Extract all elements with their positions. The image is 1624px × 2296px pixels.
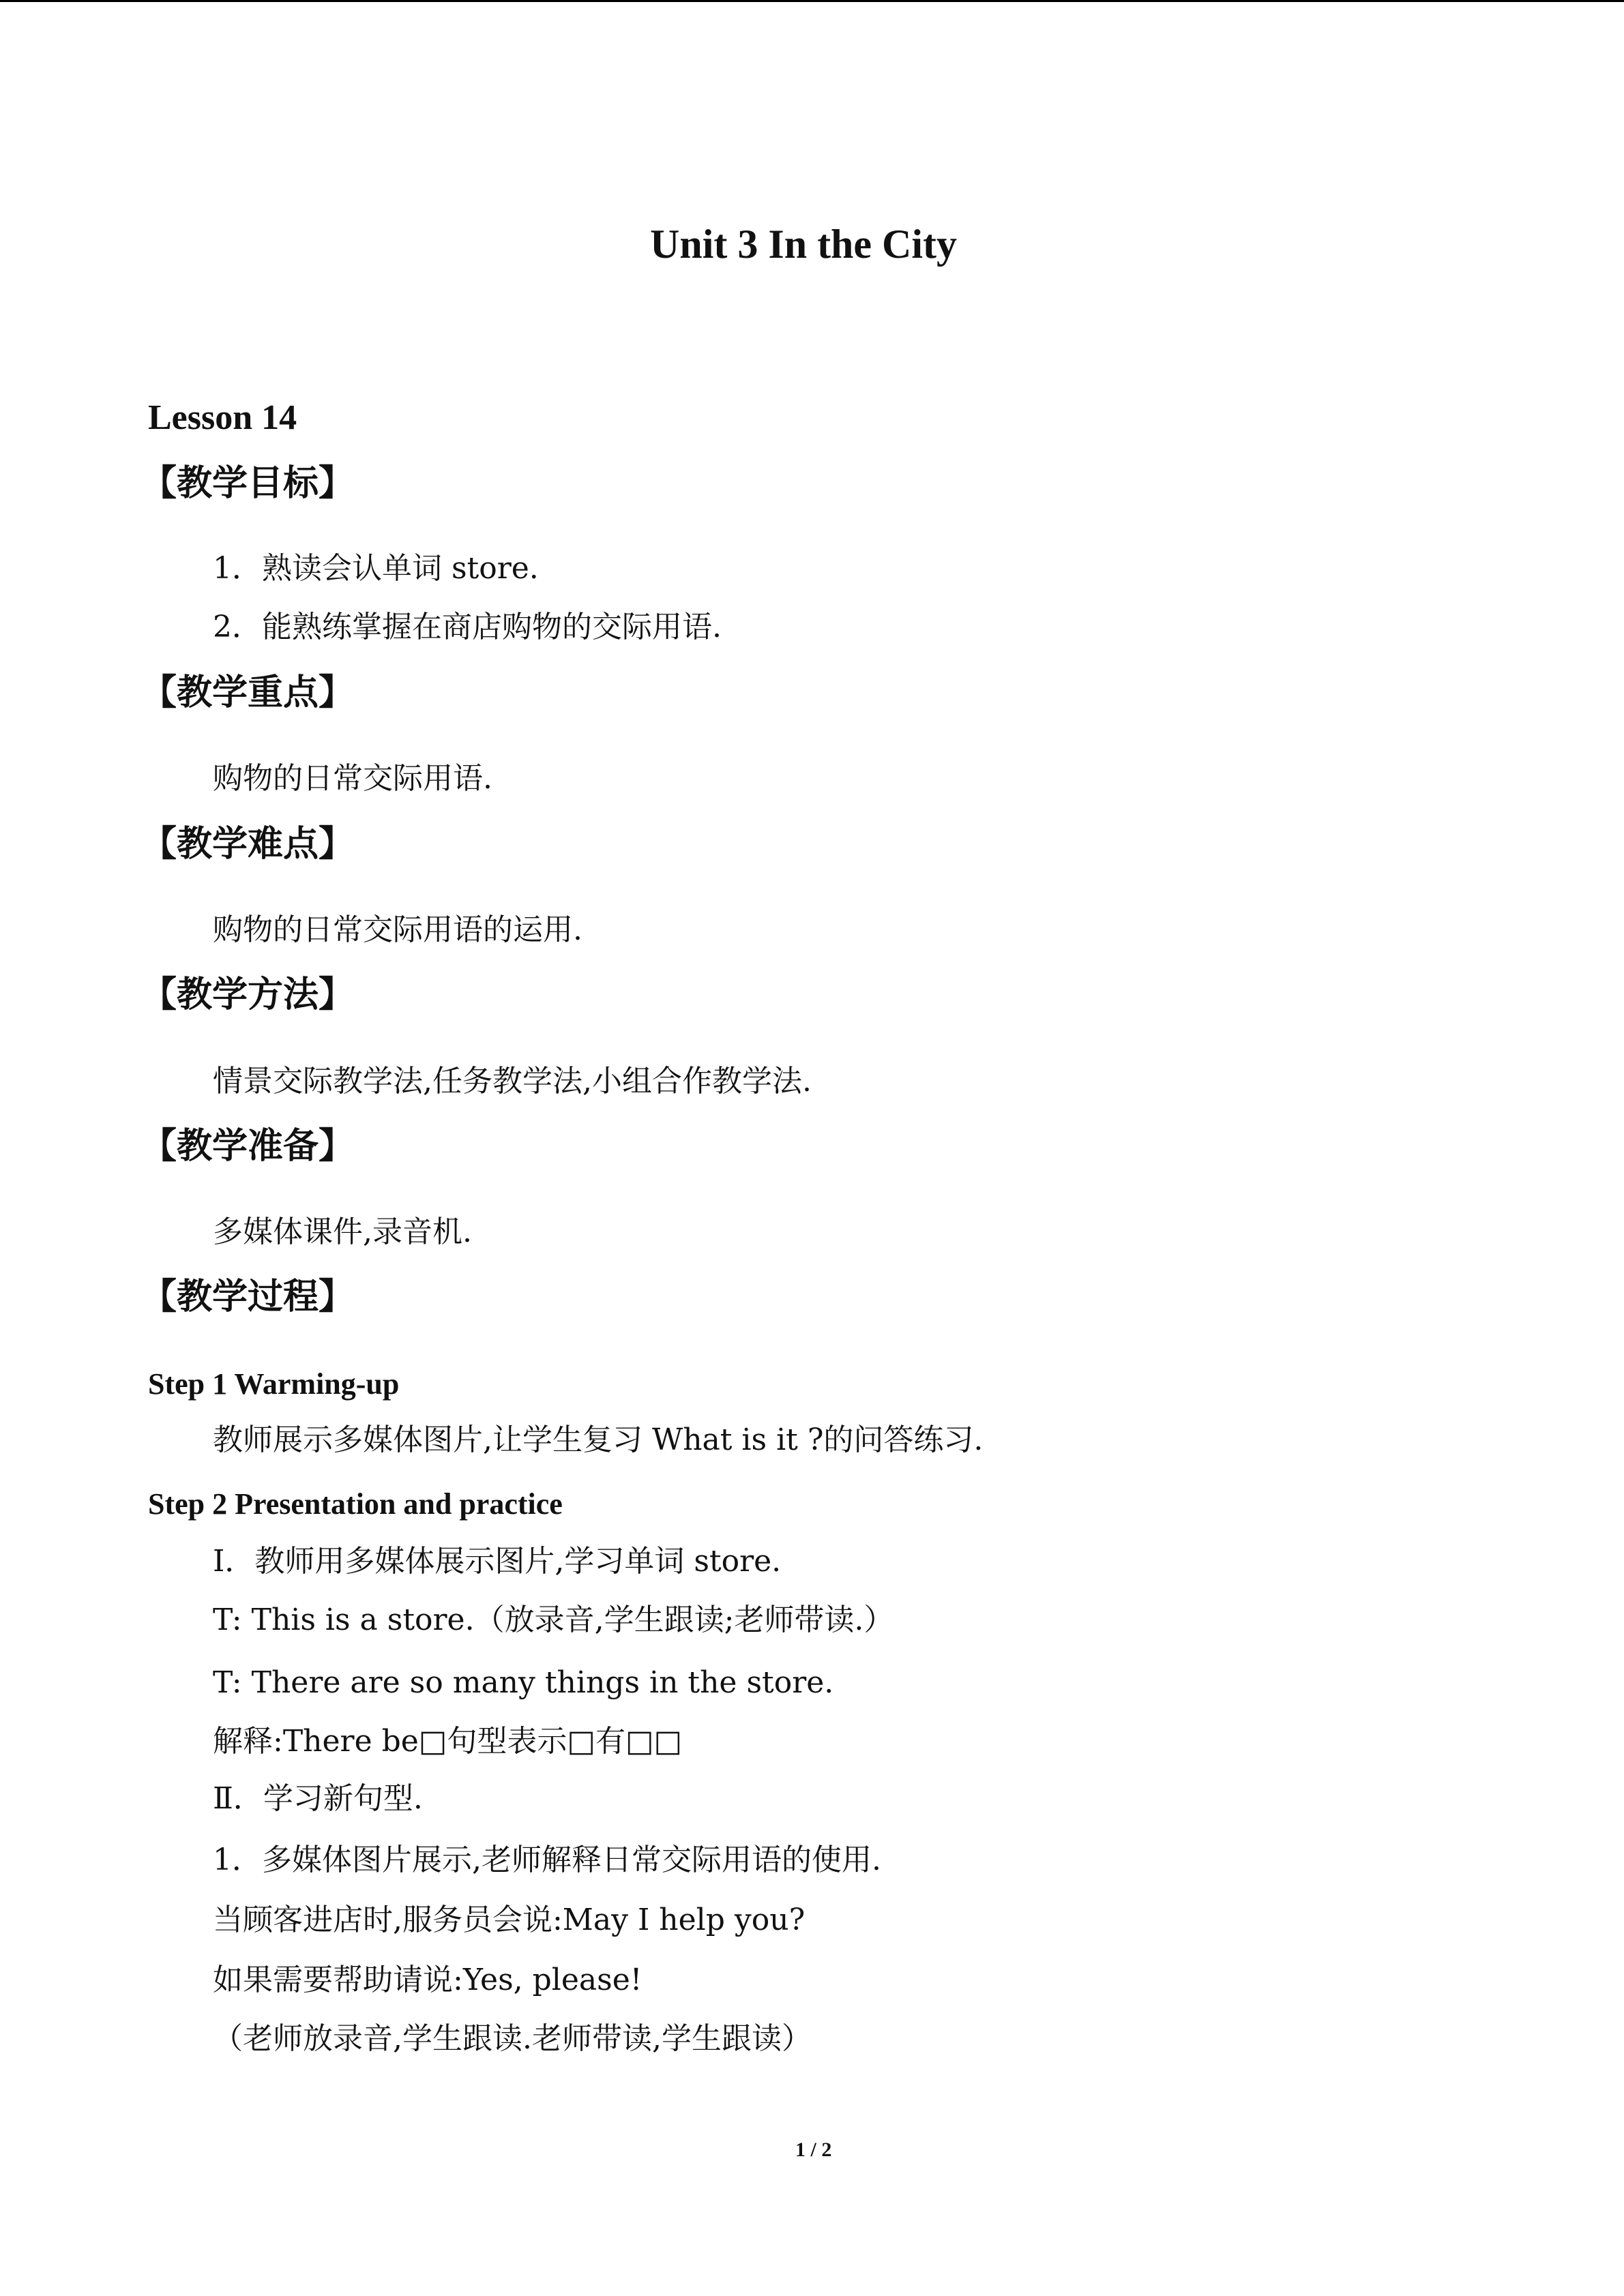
top-border (0, 0, 1624, 2)
preparation-text: 多媒体课件,录音机. (213, 1214, 472, 1249)
process-heading: 【教学过程】 (141, 1276, 355, 1317)
goals-heading: 【教学目标】 (141, 462, 355, 504)
step2-line-5: Ⅱ．学习新句型. (213, 1781, 423, 1816)
methods-heading: 【教学方法】 (141, 974, 355, 1015)
step2-line-6: 1．多媒体图片展示,老师解释日常交际用语的使用. (213, 1843, 881, 1877)
page-number: 1 / 2 (795, 2138, 832, 2161)
goal-item-1: 1．熟读会认单词 store. (213, 551, 539, 586)
step2-line-3: T: There are so many things in the store. (213, 1665, 834, 1700)
step2-line-1: Ⅰ．教师用多媒体展示图片,学习单词 store. (213, 1544, 782, 1579)
step2-line-2: T: This is a store.（放录音,学生跟读;老师带读.） (213, 1602, 894, 1637)
step2-line-8: 如果需要帮助请说:Yes, please! (213, 1963, 643, 1997)
key-points-heading: 【教学重点】 (141, 672, 355, 713)
step2-line-4: 解释:There be□句型表示□有□□ (213, 1724, 683, 1759)
difficulties-heading: 【教学难点】 (141, 823, 355, 865)
difficulties-text: 购物的日常交际用语的运用. (213, 912, 582, 947)
document-title: Unit 3 In the City (650, 222, 958, 267)
step1-title: Step 1 Warming-up (148, 1367, 400, 1401)
step2-title: Step 2 Presentation and practice (148, 1487, 563, 1521)
goal-item-2: 2．能熟练掌握在商店购物的交际用语. (213, 610, 722, 644)
step2-line-9: （老师放录音,学生跟读.老师带读,学生跟读） (213, 2021, 812, 2056)
step2-line-7: 当顾客进店时,服务员会说:May I help you? (213, 1903, 806, 1937)
methods-text: 情景交际教学法,任务教学法,小组合作教学法. (213, 1064, 812, 1099)
key-points-text: 购物的日常交际用语. (213, 761, 492, 796)
lesson-heading: Lesson 14 (148, 398, 297, 437)
preparation-heading: 【教学准备】 (141, 1125, 355, 1167)
step1-text: 教师展示多媒体图片,让学生复习 What is it ?的问答练习. (213, 1422, 984, 1457)
